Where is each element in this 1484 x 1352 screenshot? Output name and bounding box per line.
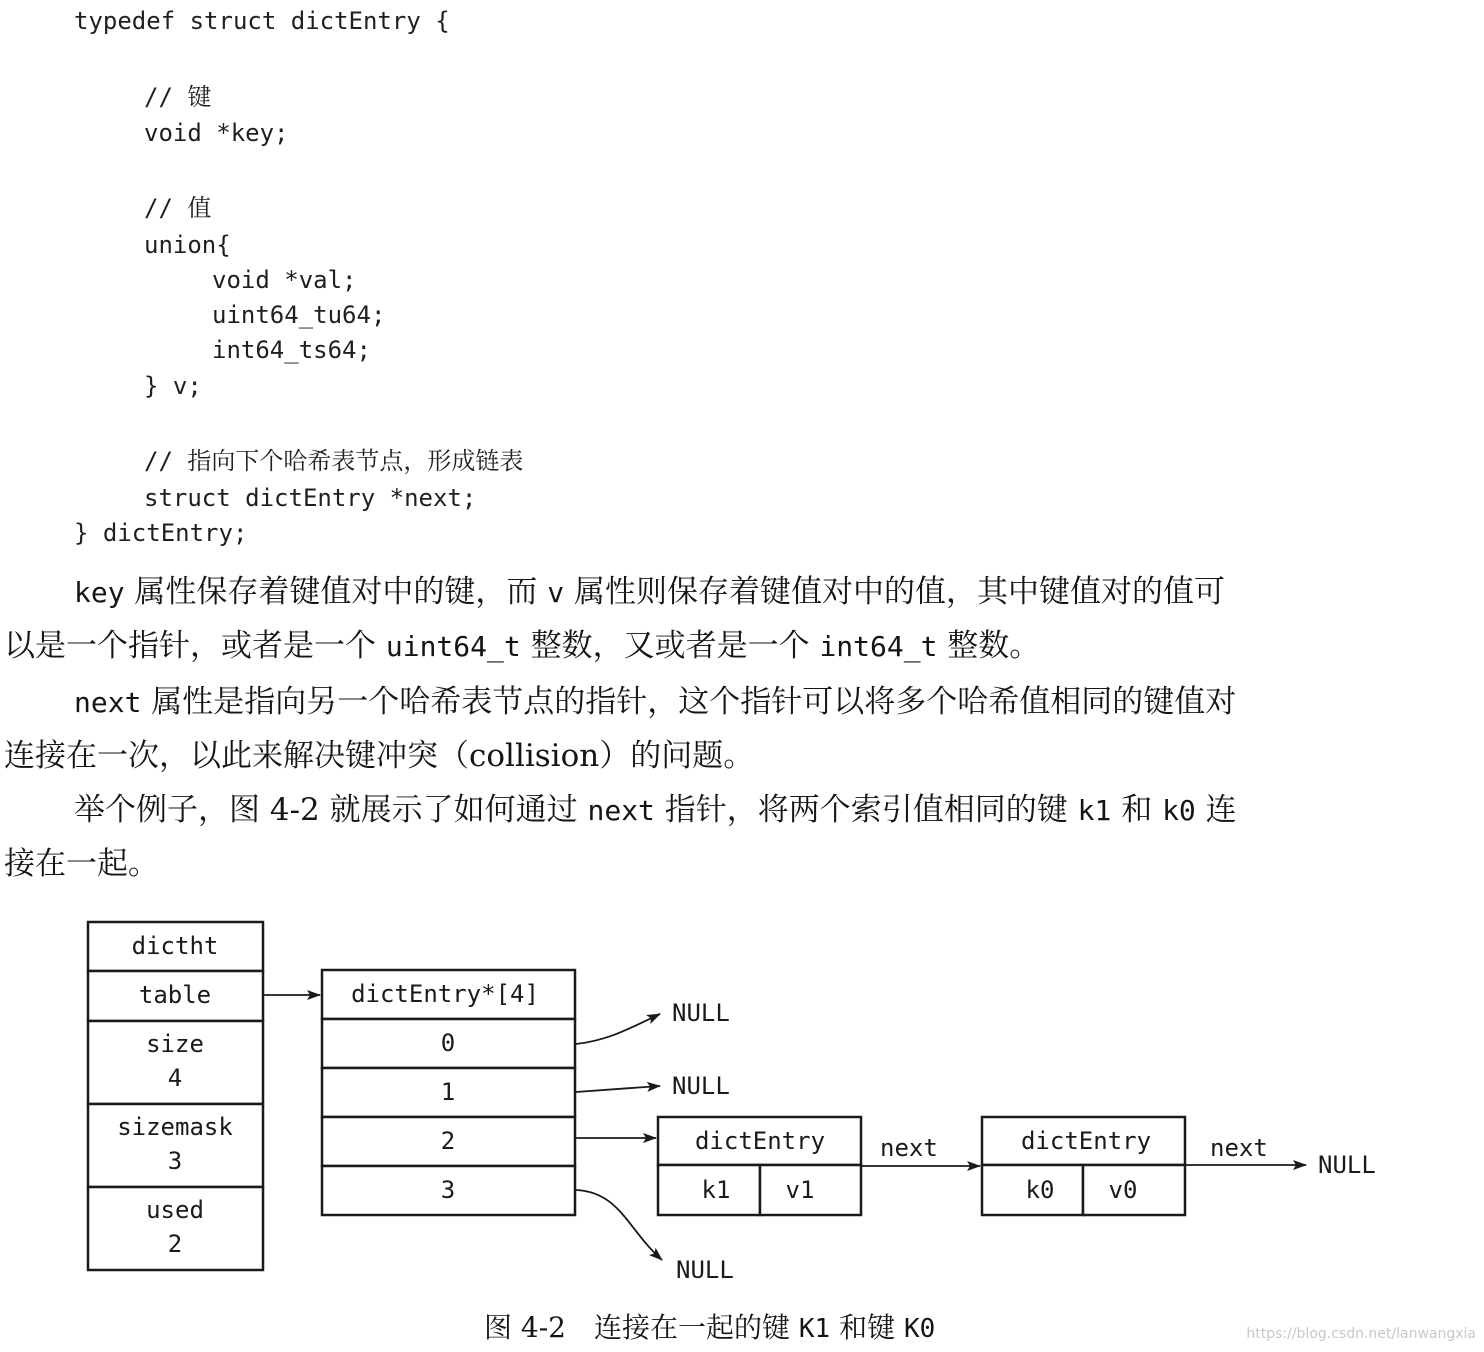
text-run: 整数。 [937, 628, 1041, 664]
text-run: 属性则保存着键值对中的值，其中键值对的值可 [564, 574, 1226, 610]
code-line-11: struct dictEntry *next; [144, 484, 477, 512]
code-next: next [587, 794, 655, 827]
text-run: 接在一起。 [4, 846, 159, 882]
code-uint64: uint64_t [385, 630, 521, 663]
code-line-1: typedef struct dictEntry { [74, 7, 450, 35]
dictht-table-label: table [138, 981, 212, 1009]
bucket-array [322, 970, 575, 1215]
entry-k1-key: k1 [701, 1176, 731, 1204]
watermark: https://blog.csdn.net/lanwangxia [1246, 1326, 1476, 1342]
caption-k1: K1 [798, 1314, 831, 1344]
text-run: 属性是指向另一个哈希表节点的指针，这个指针可以将多个哈希值相同的键值对 [141, 684, 1237, 720]
entry-k0-key: k0 [1025, 1176, 1055, 1204]
slot-3-arrow [576, 1190, 662, 1260]
paragraph-2-line-2 [4, 730, 754, 782]
text-run: 以是一个指针，或者是一个 [4, 628, 386, 664]
code-line-6: void *val; [212, 266, 357, 294]
paragraph-1-line-2 [4, 620, 1040, 672]
code-line-5: union{ [144, 231, 231, 259]
text-run: 和 [1111, 792, 1163, 828]
hash-table-diagram [0, 900, 1484, 1300]
code-next: next [74, 686, 142, 719]
code-line-10: // 指向下个哈希表节点，形成链表 [144, 447, 524, 475]
tail-null: NULL [1318, 1151, 1376, 1179]
dictht-used-value: 2 [167, 1230, 183, 1258]
text-run: 连接在一次，以此来解决键冲突（collision）的问题。 [4, 738, 755, 774]
array-header: dictEntry*[4] [351, 980, 539, 1008]
dictht-size-label: size [146, 1030, 204, 1058]
caption-k0: K0 [904, 1314, 936, 1344]
dict-entry-k1 [658, 1117, 861, 1215]
code-line-2: // 键 [144, 83, 212, 111]
entry-k0-val: v0 [1108, 1176, 1138, 1204]
code-line-4: // 值 [144, 194, 212, 222]
code-key: key [74, 576, 125, 609]
code-line-9: } v; [144, 372, 202, 400]
entry-k1-val: v1 [785, 1176, 815, 1204]
dictht-sizemask-value: 3 [167, 1147, 183, 1175]
text-run: 举个例子，图 4-2 就展示了如何通过 [74, 792, 588, 828]
slot-1-null: NULL [672, 1072, 730, 1100]
text-run: 指针，将两个索引值相同的键 [654, 792, 1078, 828]
code-v: v [547, 576, 565, 609]
slot-0-null: NULL [672, 999, 730, 1027]
figure-caption [484, 1306, 935, 1346]
next-label-2: next [1210, 1134, 1268, 1162]
dictht-box [88, 922, 263, 1270]
dictht-used-label: used [146, 1196, 204, 1224]
slot-index-0: 0 [440, 1029, 456, 1057]
code-k0: k0 [1162, 794, 1196, 827]
paragraph-3-line-1 [74, 784, 1237, 836]
text-run: 连 [1195, 792, 1237, 828]
slot-index-2: 2 [440, 1127, 456, 1155]
code-int64: int64_t [819, 630, 938, 663]
paragraph-1-line-1 [74, 566, 1225, 618]
next-label-1: next [880, 1134, 938, 1162]
slot-1-arrow [576, 1086, 660, 1092]
dictht-size-value: 4 [167, 1064, 183, 1092]
text-run: 整数，又或者是一个 [520, 628, 820, 664]
dictht-title: dictht [131, 932, 219, 960]
entry-k1-title: dictEntry [694, 1127, 826, 1155]
slot-index-3: 3 [440, 1176, 456, 1204]
caption-text: 和键 [830, 1311, 905, 1344]
slot-index-1: 1 [440, 1078, 456, 1106]
caption-text: 图 4-2 连接在一起的键 [484, 1311, 799, 1344]
paragraph-3-line-2 [4, 838, 159, 890]
paragraph-2-line-1 [74, 676, 1236, 728]
slot-3-null: NULL [676, 1256, 734, 1284]
text-run: 属性保存着键值对中的键，而 [124, 574, 548, 610]
dictht-sizemask-label: sizemask [117, 1113, 233, 1141]
code-line-12: } dictEntry; [74, 519, 248, 547]
code-line-8: int64_ts64; [212, 336, 371, 364]
dict-entry-k0 [982, 1117, 1185, 1215]
code-k1: k1 [1077, 794, 1112, 827]
slot-0-arrow [576, 1014, 660, 1044]
entry-k0-title: dictEntry [1020, 1127, 1152, 1155]
code-line-7: uint64_tu64; [212, 301, 386, 329]
code-line-3: void *key; [144, 119, 289, 147]
